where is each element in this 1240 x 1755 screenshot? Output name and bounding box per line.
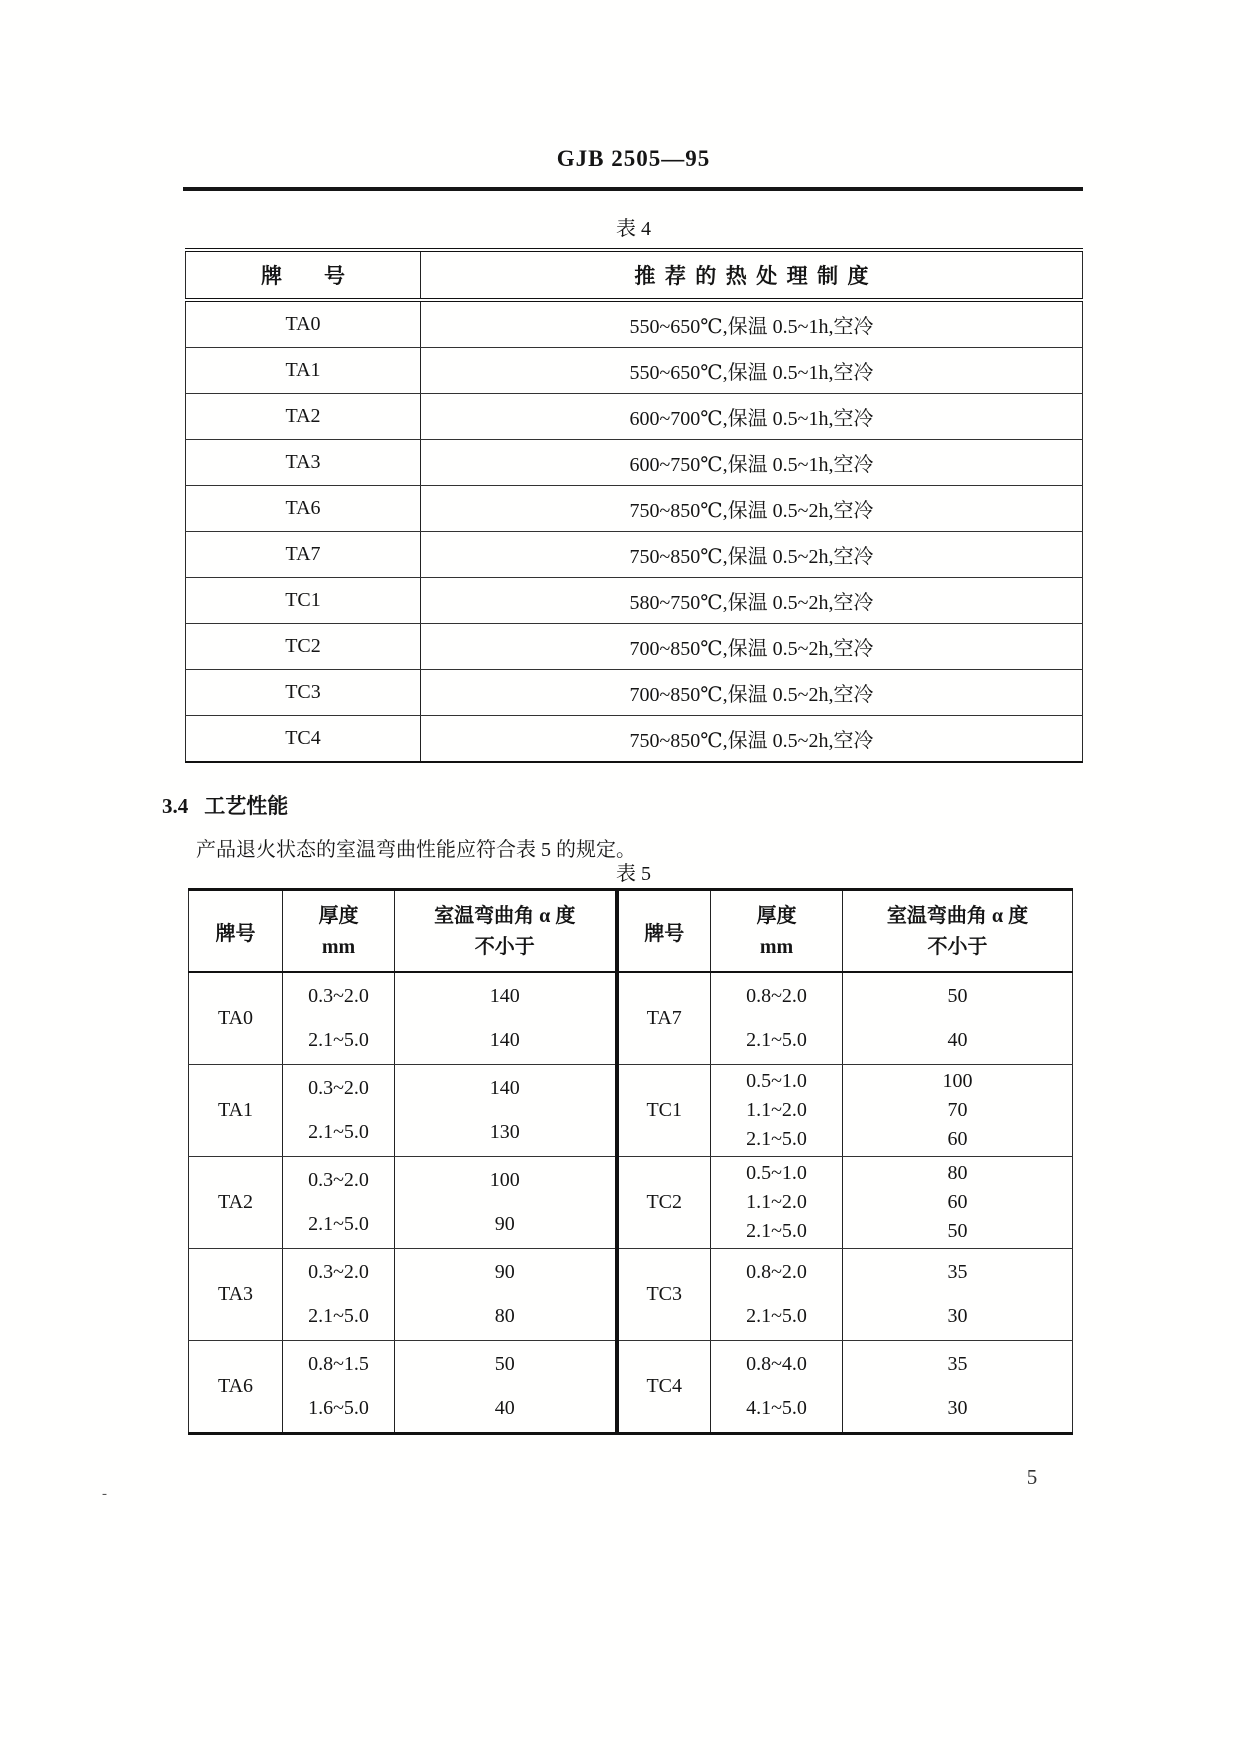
thickness-value: 2.1~5.0 — [308, 1213, 369, 1235]
angle-value: 80 — [947, 1161, 968, 1184]
table-row — [189, 1249, 1073, 1341]
angle-value: 90 — [494, 1213, 515, 1235]
regime-cell: 600~750℃,保温 0.5~1h,空冷 — [421, 440, 1083, 486]
header-bend-angle — [395, 890, 617, 973]
thickness-cell — [283, 1249, 395, 1341]
angle-value: 35 — [947, 1261, 968, 1283]
grade-cell: TC2 — [617, 1157, 711, 1249]
header-thickness-label: 厚度 — [756, 904, 797, 927]
angle-cell — [843, 1065, 1073, 1157]
thickness-value: 2.1~5.0 — [746, 1029, 807, 1051]
grade-cell: TC1 — [617, 1065, 711, 1157]
thickness-value: 1.1~2.0 — [746, 1190, 807, 1213]
table4-header-row — [186, 250, 1083, 300]
regime-cell: 750~850℃,保温 0.5~2h,空冷 — [421, 532, 1083, 578]
angle-cell — [395, 1341, 617, 1434]
angle-value: 140 — [489, 985, 520, 1007]
grade-cell: TA7 — [617, 972, 711, 1065]
grade-cell: TC2 — [186, 624, 421, 670]
thickness-value: 0.5~1.0 — [746, 1069, 807, 1092]
angle-value: 60 — [947, 1190, 968, 1213]
table5-caption: 表 5 — [616, 863, 651, 885]
grade-cell: TC4 — [617, 1341, 711, 1434]
angle-cell — [843, 1157, 1073, 1249]
grade-cell: TA2 — [186, 394, 421, 440]
table4-heat-treatment — [185, 248, 1083, 763]
thickness-value: 0.5~1.0 — [746, 1161, 807, 1184]
grade-cell: TA0 — [189, 972, 283, 1065]
table5-bending-performance — [188, 888, 1073, 1435]
grade-cell: TA0 — [186, 300, 421, 348]
grade-cell: TC4 — [186, 716, 421, 763]
header-thickness-label: 厚度 — [318, 904, 359, 927]
page-number: 5 — [1026, 1465, 1038, 1489]
table-row — [189, 1065, 1073, 1157]
thickness-value: 0.8~2.0 — [746, 1261, 807, 1283]
header-grade: 牌号 — [189, 890, 283, 973]
table-row — [189, 1341, 1073, 1434]
header-grade: 牌号 — [617, 890, 711, 973]
angle-cell — [395, 1157, 617, 1249]
table-row — [186, 348, 1083, 394]
angle-cell — [843, 972, 1073, 1065]
angle-value: 40 — [947, 1029, 968, 1051]
angle-cell — [395, 972, 617, 1065]
header-angle-label: 室温弯曲角 α 度 — [886, 904, 1029, 927]
angle-value: 90 — [494, 1261, 515, 1283]
doc-code: GJB 2505—95 — [556, 146, 711, 171]
angle-value: 35 — [947, 1353, 968, 1375]
angle-value: 80 — [494, 1305, 515, 1327]
header-thickness-unit: mm — [321, 935, 356, 958]
table4-header-regime: 推荐的热处理制度 — [421, 250, 1083, 300]
thickness-value: 0.3~2.0 — [308, 1261, 369, 1283]
angle-value: 30 — [947, 1305, 968, 1327]
angle-value: 60 — [947, 1128, 968, 1151]
thickness-value: 0.8~4.0 — [746, 1353, 807, 1375]
section-heading — [162, 790, 288, 820]
table-row — [186, 716, 1083, 763]
table-row — [186, 300, 1083, 348]
grade-cell: TA2 — [189, 1157, 283, 1249]
thickness-value: 4.1~5.0 — [746, 1397, 807, 1419]
table-row — [186, 440, 1083, 486]
angle-value: 100 — [489, 1169, 520, 1191]
thickness-value: 0.8~2.0 — [746, 985, 807, 1007]
grade-cell: TA1 — [189, 1065, 283, 1157]
table-row — [186, 394, 1083, 440]
grade-cell: TA3 — [189, 1249, 283, 1341]
table-row — [189, 1157, 1073, 1249]
angle-value: 50 — [947, 1220, 968, 1243]
grade-cell: TA6 — [189, 1341, 283, 1434]
regime-cell: 600~700℃,保温 0.5~1h,空冷 — [421, 394, 1083, 440]
table5-header-row — [189, 890, 1073, 973]
table-row — [186, 624, 1083, 670]
table-row — [186, 578, 1083, 624]
angle-value: 50 — [947, 985, 968, 1007]
table-row — [186, 670, 1083, 716]
margin-mark: - — [102, 1486, 107, 1502]
header-thickness — [711, 890, 843, 973]
table-row — [186, 486, 1083, 532]
grade-cell: TC3 — [186, 670, 421, 716]
angle-cell — [395, 1249, 617, 1341]
angle-cell — [843, 1341, 1073, 1434]
thickness-value: 0.3~2.0 — [308, 1169, 369, 1191]
table4-header-grade: 牌 号 — [186, 250, 421, 300]
table-row — [186, 532, 1083, 578]
angle-cell — [395, 1065, 617, 1157]
thickness-value: 1.6~5.0 — [308, 1397, 369, 1419]
thickness-cell — [711, 1249, 843, 1341]
thickness-value: 2.1~5.0 — [746, 1220, 807, 1243]
grade-cell: TA7 — [186, 532, 421, 578]
regime-cell: 750~850℃,保温 0.5~2h,空冷 — [421, 486, 1083, 532]
angle-value: 30 — [947, 1397, 968, 1419]
header-angle-qualifier: 不小于 — [927, 935, 988, 958]
regime-cell: 580~750℃,保温 0.5~2h,空冷 — [421, 578, 1083, 624]
thickness-cell — [283, 1157, 395, 1249]
section-number: 3.4 — [162, 794, 189, 818]
section-paragraph: 产品退火状态的室温弯曲性能应符合表 5 的规定。 — [196, 839, 636, 861]
thickness-value: 0.8~1.5 — [308, 1353, 369, 1375]
angle-value: 70 — [947, 1098, 968, 1121]
thickness-cell — [283, 1065, 395, 1157]
angle-value: 50 — [494, 1353, 515, 1375]
header-angle-qualifier: 不小于 — [474, 935, 535, 958]
regime-cell: 550~650℃,保温 0.5~1h,空冷 — [421, 348, 1083, 394]
header-thickness-unit: mm — [759, 935, 794, 958]
grade-cell: TA6 — [186, 486, 421, 532]
angle-cell — [843, 1249, 1073, 1341]
thickness-value: 2.1~5.0 — [308, 1305, 369, 1327]
table-row — [189, 972, 1073, 1065]
regime-cell: 700~850℃,保温 0.5~2h,空冷 — [421, 670, 1083, 716]
angle-value: 130 — [489, 1121, 520, 1143]
thickness-value: 2.1~5.0 — [308, 1029, 369, 1051]
table4-caption: 表 4 — [616, 218, 651, 240]
regime-cell: 750~850℃,保温 0.5~2h,空冷 — [421, 716, 1083, 763]
regime-cell: 700~850℃,保温 0.5~2h,空冷 — [421, 624, 1083, 670]
grade-cell: TA1 — [186, 348, 421, 394]
thickness-cell — [283, 972, 395, 1065]
header-angle-label: 室温弯曲角 α 度 — [434, 904, 576, 927]
angle-value: 100 — [942, 1069, 973, 1092]
header-thickness — [283, 890, 395, 973]
grade-cell: TC3 — [617, 1249, 711, 1341]
thickness-value: 2.1~5.0 — [746, 1128, 807, 1151]
grade-cell: TC1 — [186, 578, 421, 624]
thickness-cell — [711, 1157, 843, 1249]
thickness-cell — [711, 972, 843, 1065]
thickness-cell — [711, 1065, 843, 1157]
section-title: 工艺性能 — [204, 794, 289, 818]
thickness-value: 1.1~2.0 — [746, 1098, 807, 1121]
angle-value: 40 — [494, 1397, 515, 1419]
thickness-value: 2.1~5.0 — [308, 1121, 369, 1143]
grade-cell: TA3 — [186, 440, 421, 486]
thickness-cell — [711, 1341, 843, 1434]
thickness-value: 0.3~2.0 — [308, 985, 369, 1007]
header-bend-angle — [843, 890, 1073, 973]
regime-cell: 550~650℃,保温 0.5~1h,空冷 — [421, 300, 1083, 348]
thickness-value: 2.1~5.0 — [746, 1305, 807, 1327]
header-rule — [183, 187, 1083, 191]
angle-value: 140 — [489, 1077, 520, 1099]
angle-value: 140 — [489, 1029, 520, 1051]
thickness-value: 0.3~2.0 — [308, 1077, 369, 1099]
thickness-cell — [283, 1341, 395, 1434]
